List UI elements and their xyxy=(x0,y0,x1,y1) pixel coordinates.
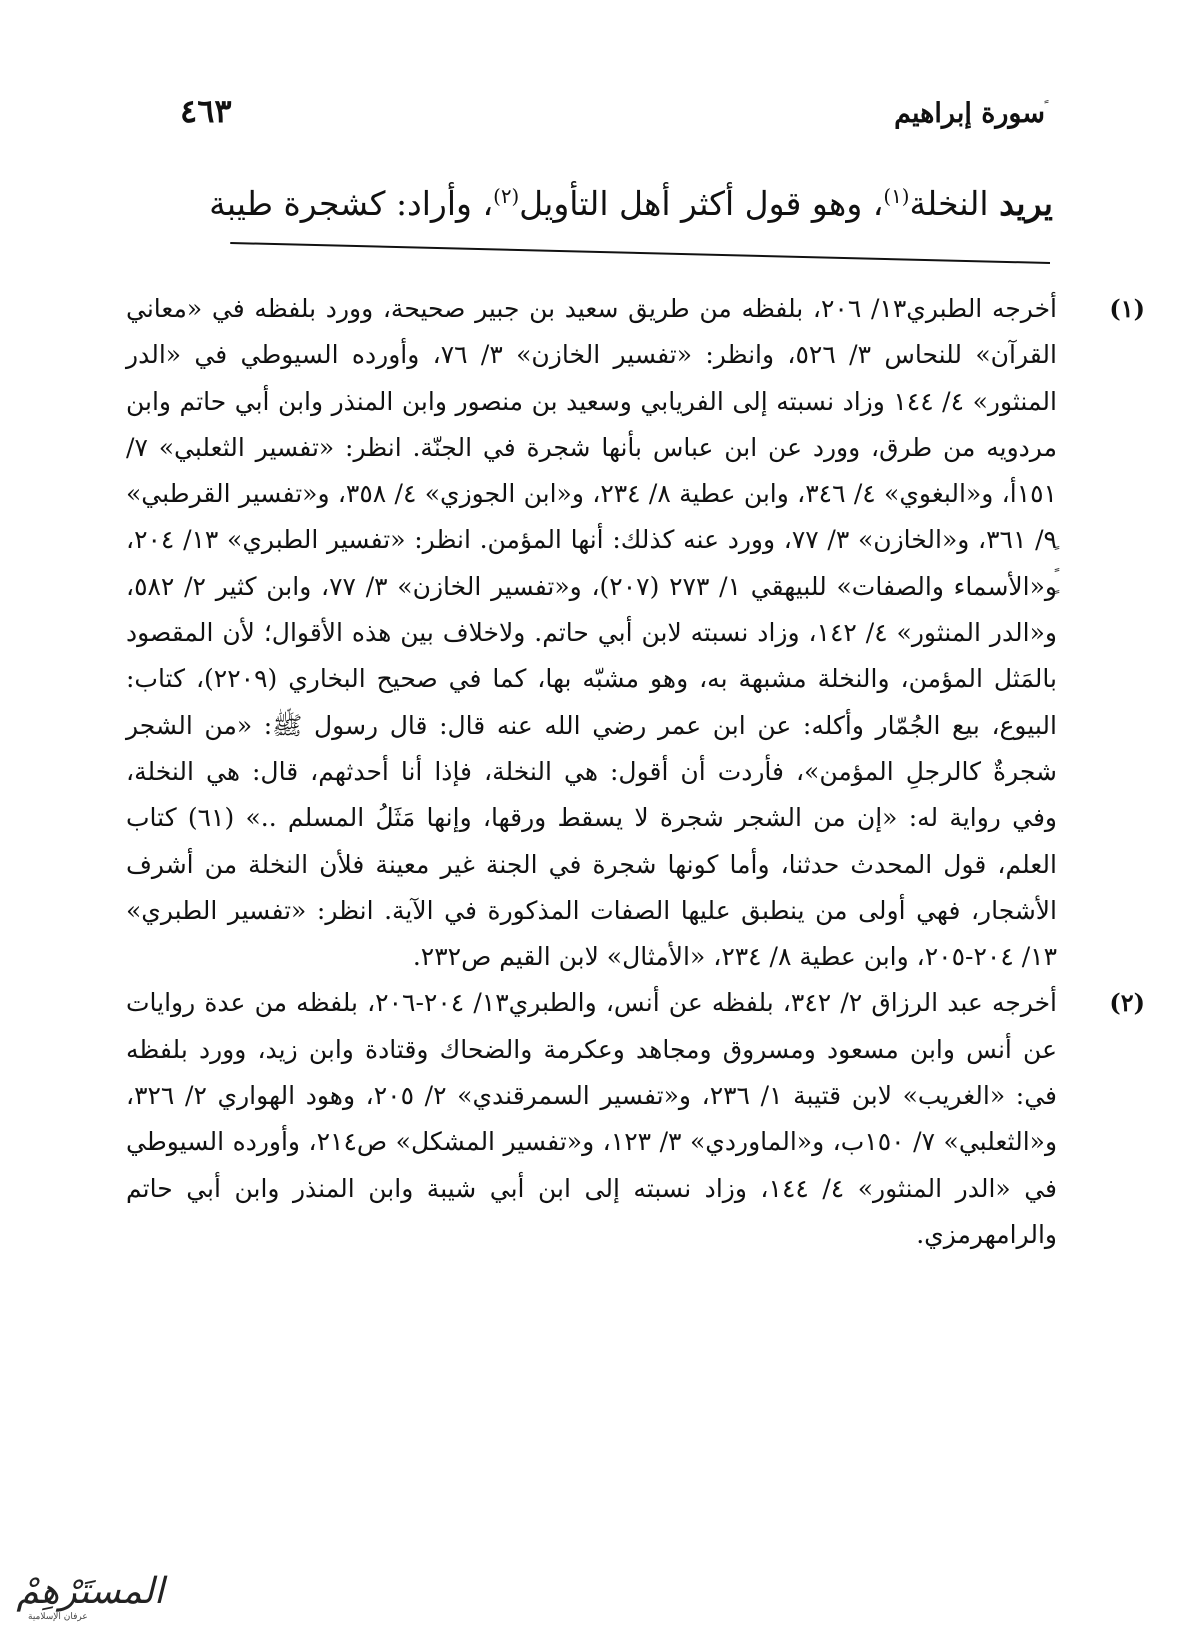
main-text xyxy=(126,180,1053,228)
footnote-2 xyxy=(126,980,1145,1258)
footnote-1 xyxy=(126,286,1145,980)
publisher-logo: المستَرْهِمْ xyxy=(16,1571,164,1612)
page-number: ٤٦٣ xyxy=(180,92,232,130)
footnote-separator xyxy=(230,242,1050,264)
main-text-part-3: ، وأراد: كشجرة طيبة xyxy=(209,184,494,223)
lead-word: يريد xyxy=(999,184,1053,223)
surah-title: سورة إبراهيم xyxy=(894,98,1045,129)
page-header xyxy=(180,92,1045,142)
footnote-label-1: (١) xyxy=(1109,294,1145,323)
footnote-ref-2[interactable]: (٢) xyxy=(493,185,520,208)
main-text-part-2: ، وهو قول أكثر أهل التأويل xyxy=(519,184,884,223)
publisher-logo-subtext: عرفان الإسلامية xyxy=(28,1612,88,1622)
footnote-text-1: أخرجه الطبري١٣/ ٢٠٦، بلفظه من طريق سعيد بن جبير صحيحة، وورد بلفظه في «معاني القرآن» للنحاس ٣/ ٥٢٦، وانظر: «تفسير الخازن» ٣/ ٧٦، وأورده السيوطي في «الدر المنثور» ٤/ ١٤٤ وزاد نسبته إلى الفريابي وسعيد بن منصور وابن المنذر وابن أبي حاتم وابن مردويه من طرق، وورد عن ابن عباس بأنها شجرة في الجنّة. انظر: «تفسير الثعلبي» ٧/ ١٥١أ، و«البغوي» ٤/ ٣٤٦، وابن عطية ٨/ ٢٣٤، و«ابن الجوزي» ٤/ ٣٥٨، و«تفسير القرطبي» ٩/ ٣٦١، و«الخازن» ٣/ ٧٧، وورد عنه كذلك: أنها المؤمن. انظر: «تفسير الطبري» ١٣/ ٢٠٤، و«الأسماء والصفات» للبيهقي ١/ ٢٧٣ (٢٠٧)، و«تفسير الخازن» ٣/ ٧٧، وابن كثير ٢/ ٥٨٢، و«الدر المنثور» ٤/ ١٤٢، وزاد نسبته لابن أبي حاتم. ولاخلاف بين هذه الأقوال؛ لأن المقصود بالمَثل المؤمن، والنخلة مشبهة به، وهو مشبّه بها، كما في صحيح البخاري (٢٢٠٩)، كتاب: البيوع، بيع الجُمّار وأكله: عن ابن عمر رضي الله عنه قال: قال رسول ﷺ: «من الشجر شجرةٌ كالرجلِ المؤمن»، فأردت أن أقول: هي النخلة، فإذا أنا أحدثهم، قال: هي النخلة، وفي رواية له: «إن من الشجر شجرة لا يسقط ورقها، وإنها مَثَلُ المسلم ..» (٦١) كتاب العلم، قول المحدث حدثنا، وأما كونها شجرة في الجنة غير معينة فلأن النخلة من أشرف الأشجار، فهي أولى من ينطبق عليها الصفات المذكورة في الآية. انظر: «تفسير الطبري» ١٣/ ٢٠٤-٢٠٥، وابن عطية ٨/ ٢٣٤، «الأمثال» لابن القيم ص٢٣٢. xyxy=(126,294,1058,972)
footnotes xyxy=(126,286,1145,1258)
footnote-ref-1[interactable]: (١) xyxy=(883,185,910,208)
main-text-part-1: النخلة xyxy=(909,184,989,223)
footnote-label-2: (٢) xyxy=(1109,988,1145,1018)
footnote-text-2: أخرجه عبد الرزاق ٢/ ٣٤٢، بلفظه عن أنس، والطبري١٣/ ٢٠٤-٢٠٦، بلفظه من عدة روايات عن أنس وابن مسعود ومسروق ومجاهد وعكرمة والضحاك وقتادة وابن زيد، وورد بلفظه في: «الغريب» لابن قتيبة ١/ ٢٣٦، و«تفسير السمرقندي» ٢/ ٢٠٥، وهود الهواري ٢/ ٣٢٦، و«الثعلبي» ٧/ ١٥٠ب، و«الماوردي» ٣/ ١٢٣، و«تفسير المشكل» ص٢١٤، وأورده السيوطي في «الدر المنثور» ٤/ ١٤٤، وزاد نسبته إلى ابن أبي شيبة وابن المنذر وابن أبي حاتم والرامهرمزي. xyxy=(126,988,1058,1249)
